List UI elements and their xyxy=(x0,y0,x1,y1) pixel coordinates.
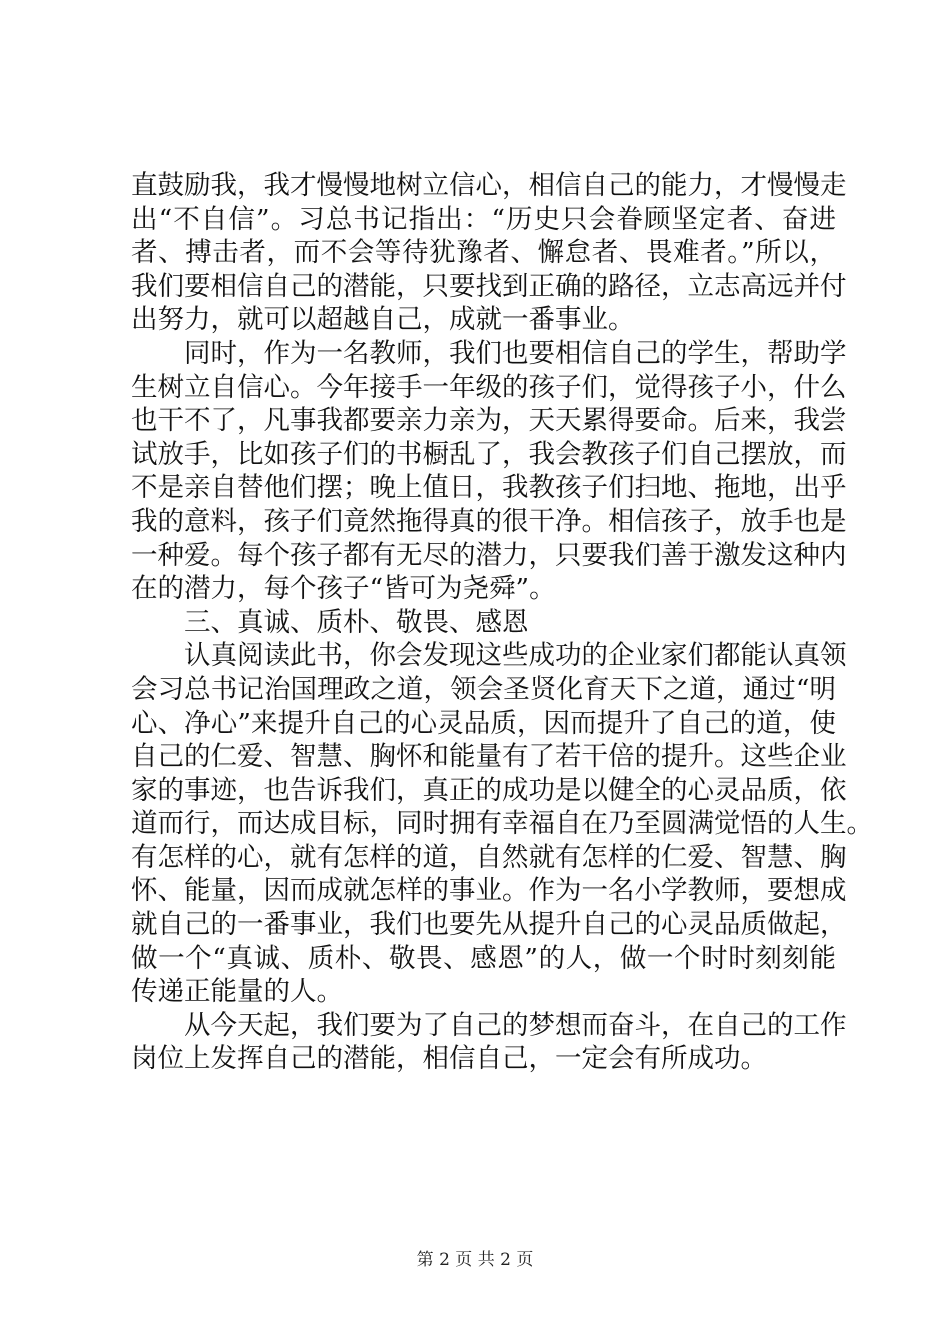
paragraph-line: 有怎样的心，就有怎样的道，自然就有怎样的仁爱、智慧、胸 xyxy=(131,841,847,873)
paragraph-line: 也干不了，凡事我都要亲力亲为，天天累得要命。后来，我尝 xyxy=(131,405,847,437)
paragraph-line: 做一个“真诚、质朴、敬畏、感恩”的人，做一个时时刻刻能 xyxy=(131,942,836,974)
paragraph-line: 自己的仁爱、智慧、胸怀和能量有了若干倍的提升。这些企业 xyxy=(131,741,847,773)
document-body xyxy=(131,169,873,1076)
paragraph-line: 岗位上发挥自己的潜能，相信自己，一定会有所成功。 xyxy=(131,1043,767,1075)
paragraph-line: 一种爱。每个孩子都有无尽的潜力，只要我们善于激发这种内 xyxy=(131,539,847,571)
paragraph-line: 会习总书记治国理政之道，领会圣贤化育天下之道，通过“明 xyxy=(131,673,836,705)
paragraph-line: 家的事迹，也告诉我们，真正的成功是以健全的心灵品质，依 xyxy=(131,774,847,806)
paragraph-line: 在的潜力，每个孩子“皆可为尧舜”。 xyxy=(131,573,556,605)
paragraph-line: 我的意料，孩子们竟然拖得真的很干净。相信孩子，放手也是 xyxy=(131,505,847,537)
paragraph-line: 者、搏击者，而不会等待犹豫者、懈怠者、畏难者。”所以， xyxy=(131,237,836,269)
paragraph-line: 从今天起，我们要为了自己的梦想而奋斗，在自己的工作 xyxy=(131,1009,847,1041)
paragraph-line: 出“不自信”。习总书记指出：“历史只会眷顾坚定者、奋进 xyxy=(131,203,836,235)
paragraph-line: 心、净心”来提升自己的心灵品质，因而提升了自己的道，使 xyxy=(131,707,836,739)
paragraph-line: 道而行，而达成目标，同时拥有幸福自在乃至圆满觉悟的人生。 xyxy=(131,808,873,840)
paragraph-line: 试放手，比如孩子们的书橱乱了，我会教孩子们自己摆放，而 xyxy=(131,438,847,470)
paragraph-line: 就自己的一番事业，我们也要先从提升自己的心灵品质做起， xyxy=(131,909,847,941)
paragraph-line: 认真阅读此书，你会发现这些成功的企业家们都能认真领 xyxy=(131,640,847,672)
page-footer: 第 2 页 共 2 页 xyxy=(416,1250,534,1270)
paragraph-line: 怀、能量，因而成就怎样的事业。作为一名小学教师，要想成 xyxy=(131,875,847,907)
paragraph-line: 不是亲自替他们摆；晚上值日，我教孩子们扫地、拖地，出乎 xyxy=(131,472,847,504)
paragraph-line: 三、真诚、质朴、敬畏、感恩 xyxy=(131,606,529,638)
paragraph-line: 直鼓励我，我才慢慢地树立信心，相信自己的能力，才慢慢走 xyxy=(131,170,847,201)
paragraph-line: 同时，作为一名教师，我们也要相信自己的学生，帮助学 xyxy=(131,337,847,369)
paragraph-line: 传递正能量的人。 xyxy=(131,976,343,1008)
paragraph-line: 出努力，就可以超越自己，成就一番事业。 xyxy=(131,304,635,336)
paragraph-line: 生树立自信心。今年接手一年级的孩子们，觉得孩子小，什么 xyxy=(131,371,847,403)
paragraph-line: 我们要相信自己的潜能，只要找到正确的路径，立志高远并付 xyxy=(131,270,847,302)
